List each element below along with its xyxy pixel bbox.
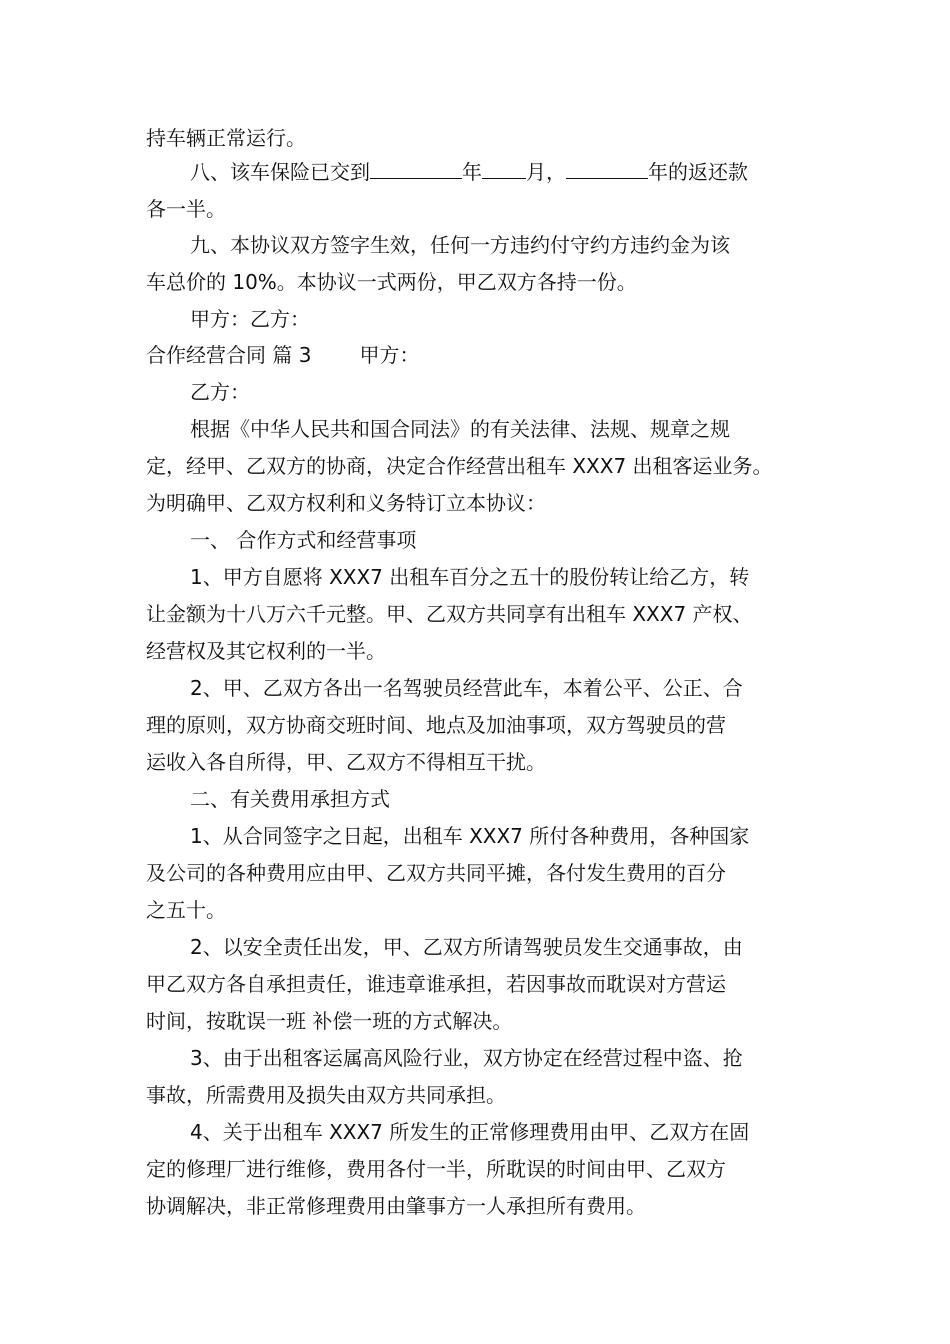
text-line: 定的修理厂进行维修，费用各付一半，所耽误的时间由甲、乙双方 — [146, 1157, 726, 1181]
text-fragment: 月， — [526, 160, 566, 184]
text-line: 时间，按耽误一班 补偿一班的方式解决。 — [146, 1009, 513, 1033]
text-line: 经营权及其它权利的一半。 — [146, 639, 386, 663]
text-line: 为明确甲、乙双方权利和义务特订立本协议： — [146, 491, 546, 515]
text-line: 九、本协议双方签字生效，任何一方违约付守约方违约金为该 — [190, 233, 730, 257]
party-a-label: 甲方： — [359, 343, 420, 367]
text-line: 运收入各自所得，甲、乙双方不得相互干扰。 — [146, 750, 546, 774]
section-title: 合作经营合同 篇 3 — [146, 343, 312, 367]
text-line: 协调解决，非正常修理费用由肇事方一人承担所有费用。 — [146, 1194, 646, 1218]
text-line: 1、甲方自愿将 XXX7 出租车百分之五十的股份转让给乙方，转 — [190, 565, 750, 589]
text-line: 让金额为十八万六千元整。甲、乙双方共同享有出租车 XXX7 产权、 — [146, 602, 753, 626]
text-line: 理的原则，双方协商交班时间、地点及加油事项，双方驾驶员的营 — [146, 713, 726, 737]
text-line: 3、由于出租客运属高风险行业，双方协定在经营过程中盗、抢 — [190, 1046, 743, 1070]
blank-year-field — [566, 158, 648, 179]
section-heading-line — [146, 341, 419, 369]
text-line: 1、从合同签字之日起，出租车 XXX7 所付各种费用，各种国家 — [190, 824, 750, 848]
text-line: 根据《中华人民共和国合同法》的有关法律、法规、规章之规 — [190, 417, 730, 441]
text-fragment: 八、该车保险已交到 — [190, 160, 370, 184]
text-line: 2、以安全责任出发，甲、乙双方所请驾驶员发生交通事故，由 — [190, 935, 743, 959]
party-b-label: 乙方： — [190, 380, 250, 404]
blank-month-field — [482, 158, 526, 179]
clause-heading: 二、有关费用承担方式 — [190, 787, 390, 811]
clause-heading: 一、 合作方式和经营事项 — [190, 528, 417, 552]
text-fragment: 年的返还款 — [648, 160, 748, 184]
text-fragment: 年 — [462, 160, 482, 184]
text-line: 2、甲、乙双方各出一名驾驶员经营此车，本着公平、公正、合 — [190, 676, 743, 700]
text-line: 之五十。 — [146, 898, 226, 922]
text-line: 定，经甲、乙双方的协商，决定合作经营出租车 XXX7 出租客运业务。 — [146, 454, 773, 478]
text-line: 各一半。 — [146, 197, 226, 221]
blank-year-field — [370, 158, 462, 179]
insurance-clause-line — [190, 158, 748, 186]
text-line: 及公司的各种费用应由甲、乙双方共同平摊，各付发生费用的百分 — [146, 861, 726, 885]
text-line: 持车辆正常运行。 — [146, 126, 306, 150]
text-line: 甲乙双方各自承担责任，谁违章谁承担，若因事故而耽误对方营运 — [146, 972, 726, 996]
text-line: 事故，所需费用及损失由双方共同承担。 — [146, 1083, 506, 1107]
text-line: 车总价的 10%。本协议一式两份，甲乙双方各持一份。 — [146, 270, 637, 294]
signature-line: 甲方：乙方： — [190, 307, 310, 331]
text-line: 4、关于出租车 XXX7 所发生的正常修理费用由甲、乙双方在固 — [190, 1120, 750, 1144]
